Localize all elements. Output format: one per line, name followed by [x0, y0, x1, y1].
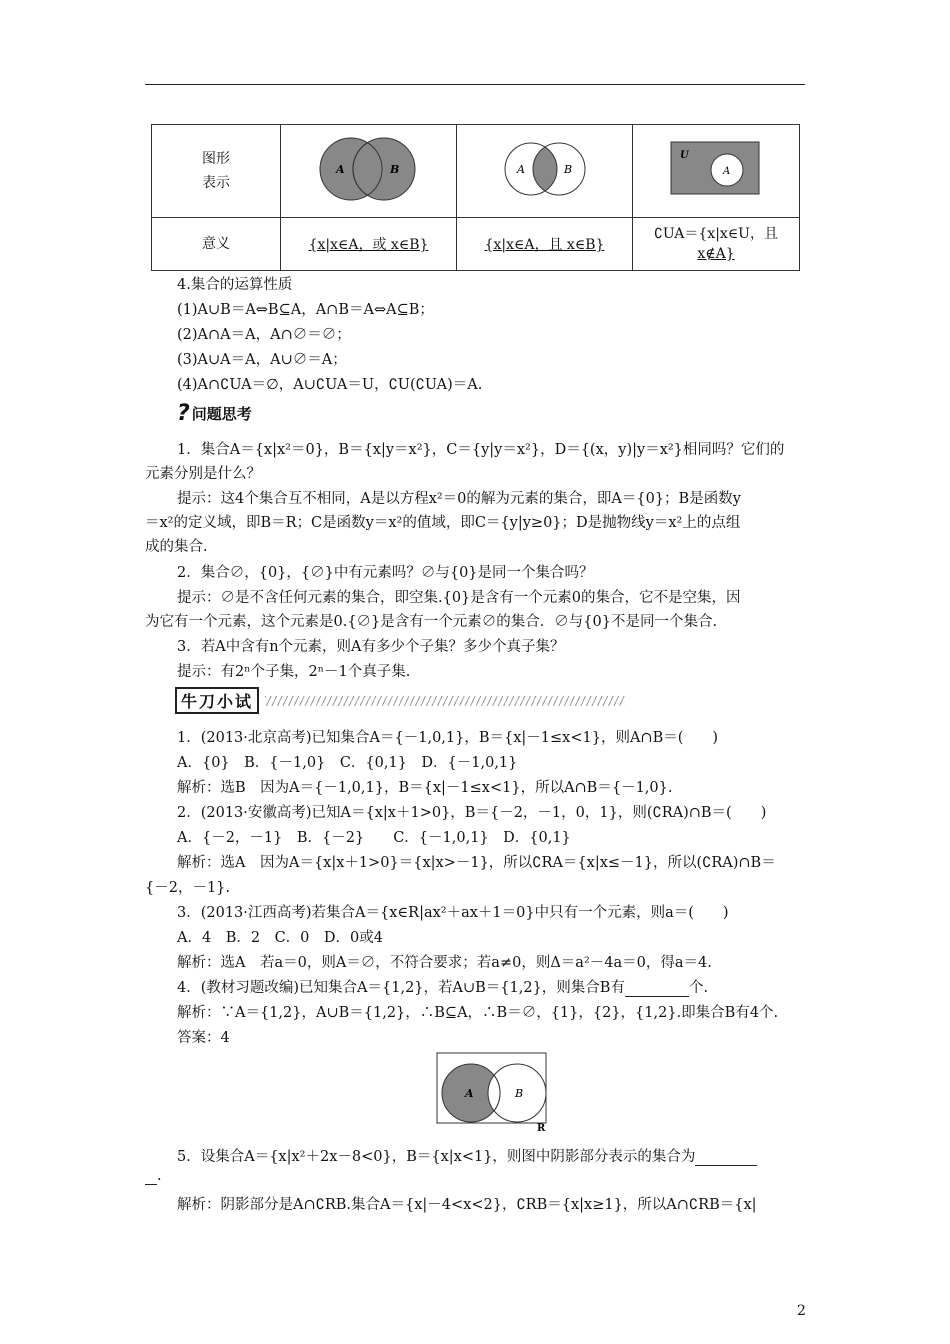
complement-meaning-line2: x∉A} — [697, 246, 735, 262]
practice-line: 解析：阴影部分是A∩∁RB.集合A＝{x|－4<x<2}，∁RB＝{x|x≥1}，所以A∩∁RB＝{x| — [177, 1197, 757, 1213]
set-operations-table — [151, 124, 800, 271]
practice-line: 解析：选A 若a＝0，则A＝∅，不符合要求；若a≠0，则Δ＝a²－4a＝0，得a＝4. — [177, 955, 712, 971]
practice-line: A．4 B．2 C．0 D．0或4 — [177, 930, 383, 946]
union-label-a: A — [335, 163, 345, 176]
question-line: 1．集合A＝{x|x²＝0}，B＝{x|y＝x²}，C＝{y|y＝x²}，D＝{(x，y)|y＝x²}相同吗？它们的 — [177, 442, 785, 458]
question-line: 2．集合∅，{0}，{∅}中有元素吗？∅与{0}是同一个集合吗？ — [177, 565, 594, 581]
question-line: 3．若A中含有n个元素，则A有多少个子集？多少个真子集？ — [177, 639, 565, 655]
property-line: (1)A∪B＝A⇔B⊆A，A∩B＝A⇔A⊆B； — [177, 302, 434, 318]
intersection-venn-diagram — [490, 132, 600, 206]
hint-line: 提示：这4个集合互不相同，A是以方程x²＝0的解为元素的集合，即A＝{0}；B是函数y — [177, 491, 741, 507]
union-label-b: B — [389, 163, 399, 176]
complement-meaning-line1: ∁UA＝{x|x∈U，且 — [654, 226, 778, 242]
hint-line: 提示：有2ⁿ个子集，2ⁿ－1个真子集. — [177, 664, 411, 680]
answer-blank — [695, 1149, 757, 1166]
complement-venn-diagram — [666, 138, 766, 200]
practice-line: A．{－2，－1} B．{－2} C．{－1,0,1} D．{0,1} — [177, 830, 571, 846]
page-number: 2 — [797, 1303, 806, 1319]
practice-line: 答案：4 — [177, 1030, 230, 1046]
hint-line: 成的集合. — [145, 539, 208, 555]
hatch-decoration — [265, 696, 625, 706]
intersection-venn-cell — [457, 125, 633, 218]
complement-meaning — [633, 218, 800, 271]
complement-label-u: U — [680, 150, 689, 161]
property-line: (3)A∪A＝A，A∪∅＝A； — [177, 352, 347, 368]
union-meaning: {x|x∈A，或 x∈B} — [281, 218, 457, 271]
figure-label: 图形 表示 — [202, 151, 230, 191]
q5-label-a: A — [465, 1087, 474, 1100]
question-line: 元素分别是什么？ — [145, 466, 261, 482]
complement-venn-cell — [633, 125, 800, 218]
intersection-label-a: A — [516, 163, 525, 176]
intersection-label-b: B — [563, 163, 572, 176]
hint-line: 提示：∅是不含任何元素的集合，即空集.{0}是含有一个元素0的集合，它不是空集，因 — [177, 590, 741, 606]
complement-label-a: A — [723, 166, 731, 177]
practice-line: {－2，－1}. — [145, 880, 231, 896]
section-heading: 4.集合的运算性质 — [177, 277, 293, 293]
practice-line: 解析：选A 因为A＝{x|x＋1>0}＝{x|x>－1}，所以∁RA＝{x|x≤－1}，所以(∁RA)∩B＝ — [177, 855, 776, 871]
header-rule — [145, 84, 805, 85]
property-line: (4)A∩∁UA＝∅，A∪∁UA＝U，∁U(∁UA)＝A. — [177, 377, 483, 393]
answer-blank — [625, 980, 689, 997]
practice-line: 解析：∵A＝{1,2}，A∪B＝{1,2}，∴B⊆A，∴B＝∅，{1}，{2}，{1,2}.即集合B有4个. — [177, 1005, 779, 1021]
practice-header: 牛刀小试 — [175, 687, 625, 714]
union-venn-diagram — [314, 132, 424, 206]
hint-line: ＝x²的定义域，即B＝R；C是函数y＝x²的值域，即C＝{y|y≥0}；D是抛物线y＝x²上的点组 — [145, 515, 741, 531]
practice-line: 4．(教材习题改编)已知集合A＝{1,2}，若A∪B＝{1,2}，则集合B有 个. — [177, 980, 709, 996]
q5-label-r: R — [537, 1123, 546, 1132]
practice-line: 解析：选B 因为A＝{－1,0,1}，B＝{x|－1≤x<1}，所以A∩B＝{－1,0}. — [177, 780, 673, 796]
practice-line: A．{0} B．{－1,0} C．{0,1} D．{－1,0,1} — [177, 755, 518, 771]
row-label-meaning: 意义 — [152, 218, 281, 271]
question-header: ? 问题思考 — [177, 400, 252, 426]
property-line: (2)A∩A＝A，A∩∅＝∅； — [177, 327, 351, 343]
practice-line: 3．(2013·江西高考)若集合A＝{x∈R|ax²＋ax＋1＝0}中只有一个元素，则a＝( ) — [177, 905, 729, 921]
answer-blank-continued: . — [145, 1168, 162, 1185]
practice-line: 1．(2013·北京高考)已知集合A＝{－1,0,1}，B＝{x|－1≤x<1}，则A∩B＝( ) — [177, 730, 719, 746]
q5-label-b: B — [515, 1087, 524, 1100]
intersection-meaning: {x|x∈A，且 x∈B} — [457, 218, 633, 271]
row-label-figure — [152, 125, 281, 218]
practice-line: 2．(2013·安徽高考)已知A＝{x|x＋1>0}，B＝{－2，－1，0，1}，则(∁RA)∩B＝( ) — [177, 805, 767, 821]
practice-line: 5．设集合A＝{x|x²＋2x－8<0}，B＝{x|x<1}，则图中阴影部分表示的集合为 — [177, 1145, 757, 1166]
union-venn-cell — [281, 125, 457, 218]
hint-line: 为它有一个元素，这个元素是0.{∅}是含有一个元素∅的集合．∅与{0}不是同一个集合. — [145, 614, 718, 630]
question-mark-icon: ? — [177, 400, 190, 426]
venn-diagram-q5 — [436, 1052, 550, 1132]
